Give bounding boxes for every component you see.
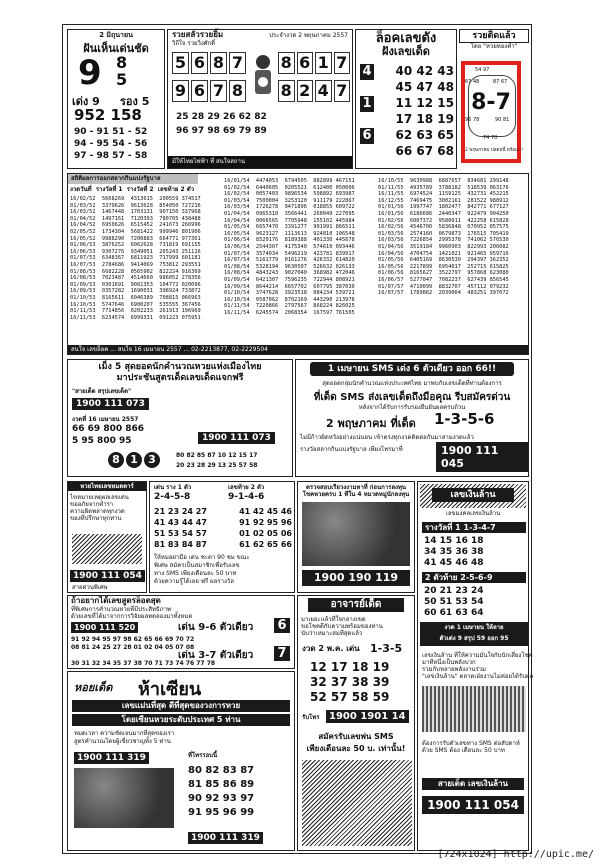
lock-pairs: 17 18 19 — [395, 112, 454, 126]
stats-row: 01/01/56 1997747 1802477 842771 677127 — [378, 204, 509, 211]
right-col-desc-line: "เลขเงินล้าน" ตลาดเอ๋ยงานไม่ค่อยได้รับผล — [422, 673, 534, 680]
sms-right-sub1: สุดยอดกลุ่มนักคำนวณแห่งประเทศไทย มาพบกับเลขเด็ดที่ท่านต้องการ — [322, 380, 502, 387]
stats-row: 16/09/53 0357282 1690031 398924 733872 — [70, 288, 201, 295]
stats-row: 01/03/52 3379626 9613628 854050 727216 — [70, 202, 201, 209]
stats-row: 16/07/57 1789062 2039004 483251 397072 — [378, 290, 509, 297]
mid-left-title: หวยไทยเลขหมดตาร์ — [68, 482, 146, 491]
ad-grid-row: 91 95 96 99 — [188, 807, 255, 818]
stats-row: 01/10/54 3747628 3923518 084234 539721 — [224, 290, 355, 297]
teacher-sms2: เพียงเดือนละ 50 บ. เท่านั้น! — [306, 744, 406, 753]
right-col-hit-nums: ตัวเด่ง 9 สรุป 59 ออก 95 — [439, 635, 509, 642]
formula-bottom-row: 30 31 32 34 35 37 38 70 71 73 74 76 77 78 — [71, 660, 216, 667]
grid-cell: 91 92 95 96 — [239, 518, 292, 527]
stats-row: 16/10/54 0587062 8702169 443290 213978 — [224, 296, 355, 303]
stats-row: 16/05/52 9988290 7200883 664771 977361 — [70, 235, 201, 242]
mid-center-grid-row — [154, 517, 292, 528]
stats-row: 01/06/54 8520176 8189388 401330 445678 — [224, 237, 355, 244]
right-col-draw2: 2 ตัวท้าย 2-5-6-9 — [422, 572, 526, 583]
ring-number: 96 78 — [465, 117, 480, 123]
grid-cell: 7 — [210, 80, 227, 102]
sms-right-note: ไม่มีก้าวผิดหวังอย่างแน่นอน เข้าตรงทุกงวดติดต่อกันมาสามงวดแล้ว — [300, 434, 474, 441]
stats-row: 01/03/56 2574160 0679873 176515 705419 — [378, 230, 509, 237]
stats-row: 16/10/53 5747646 6900207 535555 367456 — [70, 301, 201, 308]
lock-row — [360, 144, 454, 160]
stats-rows-mid — [224, 178, 374, 316]
dream-big-pair: 952 158 — [74, 106, 142, 124]
ad-brand: หอยเด็ด — [74, 681, 113, 694]
mid-center-grid-row — [154, 528, 292, 539]
teacher-panel — [297, 595, 415, 851]
teacher-grid-row: 52 57 58 59 — [310, 690, 390, 704]
stats-table — [67, 173, 529, 355]
sms-left-nums2: 5 95 800 95 — [72, 436, 132, 446]
ad-sub2: โดยเซียนหวยระดับประเทศ 5 ท่าน — [72, 714, 290, 726]
ring-number: 74 70 — [483, 135, 498, 141]
rich-grid-date: ประจำงวด 2 พฤษภาคม 2557 — [269, 32, 348, 39]
stats-row: 01/04/52 1497161 7120393 780705 438488 — [70, 215, 201, 222]
mid-center-panel — [149, 481, 295, 593]
ring-number: 67 48 — [465, 79, 480, 85]
mid-left-phone[interactable]: 1900 111 054 — [70, 570, 145, 582]
right-col-hit-box — [420, 622, 528, 646]
stats-row: 01/06/56 8165627 3522797 957868 623080 — [378, 270, 509, 277]
mid-center-grid — [154, 506, 292, 550]
ad-headline: ห้าเซียน — [138, 679, 202, 700]
sms-left-bubbles — [108, 452, 160, 468]
rich-grid-caption-bar — [168, 156, 352, 168]
sms-right-panel — [295, 359, 529, 477]
right-col-footer: สายเด็ด เลขเงินล้าน — [422, 778, 524, 790]
mid-center-promo: ทาง SMS เพียงเดือนละ 50 บาท — [154, 570, 237, 577]
stats-row: 16/04/52 6950626 6515452 241673 266996 — [70, 222, 201, 229]
stats-row: 01/07/53 6348367 6811923 717999 601181 — [70, 255, 201, 262]
rich-grid-row: 25 28 29 26 62 82 — [176, 112, 267, 122]
right-col-rows2 — [424, 586, 484, 619]
red-box-title: รวยติดแล้ว — [459, 29, 529, 43]
stats-row: 16/11/54 6245574 2068354 167597 761505 — [224, 309, 355, 316]
dream-pair-row: 94 - 95 54 - 56 — [74, 139, 148, 149]
ad-sub1: เลขแม่นที่สุด ดีที่สุดของวงการหวย — [72, 700, 290, 712]
stats-row: 01/07/57 4710099 8832707 457112 079232 — [378, 283, 509, 290]
sms-left-panel — [67, 359, 293, 477]
grid-cell: 41 43 44 47 — [154, 518, 207, 527]
rich-grid-row: 96 97 98 69 79 89 — [176, 126, 267, 136]
teacher-grid — [310, 660, 389, 705]
dream-top-digit: 8 — [116, 53, 128, 72]
stats-row: 16/08/54 4843243 9027040 368982 472046 — [224, 270, 355, 277]
ad-phone-2[interactable]: 1900 111 319 — [188, 832, 263, 844]
lock-pairs: 11 12 15 — [395, 96, 454, 110]
grid-cell: 81 83 84 87 — [154, 540, 207, 549]
sms-left-nums: 66 69 800 866 — [72, 424, 145, 434]
stats-row: 16/03/54 1726278 9471896 018855 609722 — [224, 204, 355, 211]
stats-row: 01/08/53 6682228 0565902 822224 916369 — [70, 268, 201, 275]
right-col-desc-line: รวมกับหลายพลังงานร่วม — [422, 666, 487, 673]
stats-row: 16/06/57 5277047 7082237 627439 856545 — [378, 276, 509, 283]
phone-promo-panel — [297, 481, 415, 593]
teacher-grid-row: 12 17 18 19 — [310, 660, 390, 674]
right-col-sub: เลขมงคลเลขเงินล้าน — [445, 510, 501, 517]
stats-row: 01/07/54 3574034 5496219 423781 839917 — [224, 250, 355, 257]
ad-phone[interactable]: 1900 111 319 — [74, 752, 149, 764]
formula-highlight-num: 7 — [274, 646, 290, 661]
right-column-panel — [417, 481, 534, 851]
mid-center-head2-num: 9-1-4-6 — [228, 492, 265, 502]
stats-row: 16/03/56 7226854 2995378 741062 576530 — [378, 237, 509, 244]
grid-cell: 7 — [334, 52, 351, 74]
grid-cell: 6 — [191, 52, 208, 74]
mid-center-grid-row — [154, 506, 292, 517]
teacher-grid-row: 32 37 38 39 — [310, 675, 390, 689]
stats-row: 01/04/56 3519184 9960903 822993 206082 — [378, 243, 509, 250]
lock-numbers-panel — [355, 29, 457, 169]
stats-row: 16/01/54 4474053 6794505 882899 467151 — [224, 178, 355, 184]
bubble-digit: 1 — [126, 452, 142, 468]
stats-header-cell: รางวัลที่ 1 — [95, 186, 123, 193]
stats-row: 01/08/54 5328194 9630507 526632 026133 — [224, 263, 355, 270]
stats-row: 16/06/54 2544307 4175340 574610 093446 — [224, 243, 355, 250]
teacher-lines — [301, 616, 413, 637]
stats-row: 02/05/52 1734304 5681422 999946 801906 — [70, 228, 201, 235]
grid-cell: 5 — [172, 52, 189, 74]
mid-left-tag: สายด่วนพิเศษ — [72, 584, 108, 591]
stats-row: 16/06/53 9307276 9349051 265243 251116 — [70, 248, 201, 255]
stats-header-cell: เลขท้าย 2 ตัว — [157, 186, 195, 193]
teacher-draw: งวด 2 พ.ค. เด่น — [302, 644, 360, 653]
sms-left-phone[interactable]: 1900 111 073 — [72, 398, 149, 410]
stats-row: 01/09/53 0301691 9081353 104772 020096 — [70, 281, 201, 288]
lock-row — [360, 112, 454, 128]
stats-row: 16/04/56 4704754 1421021 921465 959716 — [378, 250, 509, 257]
grid-cell: 1 — [315, 52, 332, 74]
lock-row — [360, 96, 454, 112]
lock-row — [360, 80, 454, 96]
grid-cell: 51 53 54 57 — [154, 529, 207, 538]
sms-left-grid-row: 20 23 28 29 13 25 57 58 — [176, 462, 258, 469]
teacher-phone[interactable]: 1900 1901 14 — [326, 710, 409, 723]
grid-cell: 8 — [278, 52, 295, 74]
stats-row: 16/02/52 5668269 4313615 200559 374517 — [70, 196, 201, 202]
dream-main-digit: เด่ง 9 — [72, 95, 100, 108]
mid-left-line: ขออภัยจากตำรา — [70, 501, 114, 508]
stats-row: 16/12/55 7469475 3002161 281522 988912 — [378, 197, 509, 204]
sms-right-sub2: ที่เด็ด SMS ส่งเลขเด็ดถึงมือคุณ รีบสมัครด่วน — [313, 392, 511, 403]
lock-lead-digit: 4 — [360, 64, 374, 80]
lock-pairs: 66 67 68 — [395, 144, 454, 158]
sms-right-date: 2 พฤษภาคม ที่เด็ด — [326, 417, 416, 430]
right-col-row: 41 45 46 48 — [424, 558, 484, 568]
teacher-illustration — [302, 760, 412, 846]
promo-photo — [302, 502, 410, 566]
right-col-illustration — [422, 686, 526, 732]
stats-row: 16/04/54 0066565 7705948 155102 445984 — [224, 217, 355, 224]
formula-panel — [67, 595, 295, 669]
stats-title: สถิติผลการออกสลากกินแบ่งรัฐบาล — [68, 174, 198, 184]
right-col-hit: งวด 1 เมษายน ให้ลาย — [444, 624, 504, 631]
stats-footer-bar: สนใจ เลขล็อค ... สนใจ 16 เมษายน 2557 ... 02-2213877, 02-2229504 — [68, 345, 528, 354]
mid-center-head1: เด่น ราง 1 ตัว — [154, 484, 192, 491]
teacher-phone-label: รับโทร — [302, 714, 320, 721]
dream-bottom-digit: 5 — [116, 70, 128, 89]
grid-cell: 61 62 65 66 — [239, 540, 292, 549]
sms-left-title: เม็ง 5 สุดยอดนักคำนวณหวยแห่งเมืองไทย — [98, 362, 262, 372]
teacher-sms: สมัครรับเลขพ่น SMS — [318, 732, 394, 741]
right-col-rows1 — [424, 536, 484, 569]
ad-line: หมดเวลา ความชัดเจนมากที่สุดของเรา — [74, 730, 175, 737]
mid-center-head1-num: 2-4-5-8 — [154, 492, 191, 502]
five-experts-ad — [67, 671, 295, 851]
grid-cell: 8 — [278, 80, 295, 102]
sms-right-phone[interactable]: 1900 111 045 — [436, 442, 528, 472]
grid-cell: 01 02 05 06 — [239, 529, 292, 538]
lock-pairs: 45 47 48 — [395, 80, 454, 94]
sms-left-title2: มาประชันสูตรเด็ดเลขเด็ดแจกฟรี — [116, 373, 244, 383]
teacher-line: ขอโชคดีกับความพร้อมของท่าน — [301, 623, 383, 630]
teacher-title: อาจารย์เด็ด — [308, 598, 404, 612]
mid-center-grid-row — [154, 539, 292, 550]
lucky-figure-icon — [250, 52, 276, 102]
stats-row: 16/05/56 2217899 6954017 252715 615825 — [378, 263, 509, 270]
right-col-desc-line: เลขเงินล้าน ที่ให้ความมั่นใจกับนักเสี่ยงโชค — [422, 652, 533, 659]
grid-cell: 8 — [210, 52, 227, 74]
stats-row: 01/05/56 6405169 8630530 294397 362352 — [378, 257, 509, 264]
grid-cell: 6 — [297, 52, 314, 74]
mid-left-illustration — [72, 534, 142, 564]
grid-cell: 21 23 24 27 — [154, 507, 207, 516]
stats-row: 16/07/53 2784686 9414069 753812 293551 — [70, 261, 201, 268]
stats-row: 16/01/56 6186686 2440347 922479 904250 — [378, 210, 509, 217]
grid-cell: 7 — [229, 52, 246, 74]
stats-rows-right — [378, 178, 528, 297]
bubble-digit: 3 — [144, 452, 160, 468]
stats-row: 01/05/54 6657470 3391277 901991 866511 — [224, 224, 355, 231]
mid-center-promo: ด้วยความรู้ได้เลย ฟรี ผลรางวัล — [154, 578, 234, 585]
stats-row: 01/04/54 0965310 3566441 260049 227095 — [224, 210, 355, 217]
phone-promo-title: ตรวจสอบเรียวงงามหาที่ ก่อนการลงทุน — [305, 484, 406, 491]
rich-grid-panel — [167, 29, 353, 169]
stats-row: 16/02/56 4546700 5836848 070952 057575 — [378, 224, 509, 231]
grid-right-top — [278, 52, 350, 74]
mid-left-line: ไขหมายเหตุผลเลขเด่น — [70, 494, 129, 501]
stats-row: 01/11/55 4935789 3788182 518539 063176 — [378, 184, 509, 191]
lock-lead-digit: 1 — [360, 96, 374, 112]
stats-row: 01/02/56 6007372 9588911 422258 615828 — [378, 217, 509, 224]
red-box-headline: 8-7 — [471, 90, 511, 115]
teacher-line: มาเยอะแล้วที่ใจกลางเขต — [301, 616, 366, 623]
formula-highlight: เด่น 9-6 ตัวเดียว — [178, 622, 254, 633]
sms-right-banner: 1 เมษายน SMS เด่ง 6 ตัวเดียว ออก 66!! — [310, 362, 514, 376]
mid-left-line: ความผิดพลาดทุกงวด — [70, 508, 125, 515]
stats-row: 16/02/54 0057403 9896534 598892 693987 — [224, 191, 355, 198]
lock-lead-digit: 6 — [360, 128, 374, 144]
lock-number-list — [360, 64, 454, 160]
ad-grid-row: 81 85 86 89 — [188, 779, 255, 790]
formula-row: 91 92 94 95 97 98 62 65 66 69 70 72 — [71, 636, 195, 643]
dream-pair-row: 97 - 98 57 - 58 — [74, 151, 148, 161]
lock-title: ล็อคเลขดัง — [375, 31, 437, 46]
right-col-desc — [422, 652, 534, 680]
dream-numbers-panel — [67, 29, 165, 169]
right-col-row: 34 35 36 38 — [424, 547, 484, 557]
mid-center-promo: พิเศษ สมัครเป็นสมาชิกเพื่อรับเลข — [154, 562, 240, 569]
formula-line: ด้วยเลขที่ได้มาจากการวิจัยผลทดลองมาทั้งหมด — [71, 613, 193, 620]
stats-row: 01/02/54 6440605 0205521 612400 050006 — [224, 184, 355, 191]
right-col-draw1: รางวัลที่ 1 1-3-4-7 — [422, 522, 526, 533]
dream-date: 2 มิถุนายน — [99, 31, 133, 39]
right-col-phone[interactable]: 1900 111 054 — [422, 796, 524, 814]
dream-title: ฝันเห็นเด่นชัด — [83, 42, 149, 55]
stats-row: 01/11/54 7220866 2797567 868224 826025 — [224, 303, 355, 310]
right-col-row: 14 15 16 18 — [424, 536, 484, 546]
dream-big-digit: 9 — [78, 53, 102, 93]
right-col-row: 20 21 23 24 — [424, 586, 484, 596]
stats-row: 16/10/55 9630988 6887657 834681 299148 — [378, 178, 509, 184]
grid-right-bottom — [278, 80, 350, 102]
stats-row: 01/09/54 6421307 7596235 722944 808921 — [224, 276, 355, 283]
grid-left-bottom — [172, 80, 246, 102]
ad-tag: ที่โทรรอบนี้ — [188, 752, 218, 759]
rich-grid-subtitle: วิถีใจ รวยวิ่งศักดิ์ — [172, 40, 216, 47]
ring-number: 87 67 — [493, 79, 508, 85]
sms-right-sub3: หลังจากได้รับการรับรองยืนยันผลครบถ้วน — [358, 404, 466, 411]
dream-pair-row: 90 - 91 51 - 52 — [74, 127, 148, 137]
ad-photo — [74, 768, 174, 828]
right-col-title: เลขเงินล้าน — [432, 488, 514, 502]
lock-subtitle: ฝังเลขเด็ด — [382, 45, 430, 58]
grid-cell: 6 — [191, 80, 208, 102]
stats-row: 16/05/54 9623127 1113613 924810 106548 — [224, 230, 355, 237]
red-box-footer: 2 พฤษภาคม ปลดหนี้ พร้อม!!! — [465, 148, 524, 153]
bubble-digit: 8 — [108, 452, 124, 468]
sms-left-draw: งวดที่ 16 เมษายน 2557 — [72, 416, 139, 423]
phone-promo-title2: โชคหวยครบ 1 ทีใน 4 หมวดหมู่นักลงทุน — [302, 491, 410, 498]
stats-header-cell: งวดวันที่ — [70, 186, 92, 193]
lock-row — [360, 128, 454, 144]
mid-left-panel — [67, 481, 147, 593]
ad-grid-row: 80 82 83 87 — [188, 765, 255, 776]
dream-pairs — [74, 126, 147, 162]
sms-right-note2: รางวัลสลากกินแบ่งรัฐบาล เพียงโทรมาที่ — [300, 446, 403, 453]
formula-phone[interactable]: 1900 111 520 — [71, 622, 138, 633]
phone-promo-number[interactable]: 1900 190 119 — [302, 570, 410, 586]
grid-left-top — [172, 52, 246, 74]
red-box-sub: โดย "หวยทองคำ" — [470, 43, 518, 50]
stats-row: 16/07/54 5161779 0161276 426332 614820 — [224, 257, 355, 264]
grid-cell: 9 — [172, 80, 189, 102]
grid-cell: 2 — [297, 80, 314, 102]
mid-center-head2: เลขท้าย 2 ตัว — [228, 484, 265, 491]
right-col-desc-line: มาทีหนึ่งเป็นพลังบวก — [422, 659, 476, 666]
stats-header — [70, 186, 210, 193]
ad-grid — [188, 764, 254, 820]
dream-second-digit: รอง 5 — [120, 95, 150, 108]
formula-highlight: เด่น 3-7 ตัวเดียว — [178, 650, 254, 661]
formula-line: ที่พิเศษการคำนวณหวยที่มีประสิทธิภาพ — [71, 606, 171, 613]
right-col-row: 60 61 63 64 — [424, 608, 484, 618]
right-col-price: ต้องการรับตัวเลขทาง SMS ต่อสัปดาห์ด้วย SMS ต้อง เดือนละ 50 บาท — [422, 740, 520, 754]
grid-cell: 4 — [315, 80, 332, 102]
lock-pairs: 62 63 65 — [395, 128, 454, 142]
sms-left-grid-row: 80 82 85 87 10 12 15 17 — [176, 452, 258, 459]
ring-number: 54 97 — [475, 67, 490, 73]
stats-row: 16/11/55 6974524 1159125 432731 452215 — [378, 191, 509, 198]
teacher-draw-num: 1-3-5 — [370, 642, 403, 655]
formula-title: ถ้าอยากได้เลขสูตรล็อตสุด — [71, 596, 161, 605]
stats-rows-left — [70, 196, 220, 321]
sms-left-phone-2[interactable]: 1900 111 073 — [198, 432, 275, 444]
rich-grid-title: รวยสลัวรวยยิ้ม — [172, 30, 224, 39]
stats-row: 16/08/53 7023487 4514660 986052 278356 — [70, 275, 201, 282]
red-box-header — [459, 29, 529, 55]
mid-center-promo: ให้หมอผ่ามือ เด่น ชะตา 90 ชม ขณะ — [154, 554, 250, 561]
teacher-line: นับว่าเหมาะสมที่สุดแล้ว — [301, 630, 363, 637]
rich-grid-caption: มีให้ไทยไฟฟ้า ที่ สนใจสถาน — [172, 158, 245, 165]
grid-cell: 7 — [334, 80, 351, 102]
stats-header-cell: รางวัลที่ 2 — [126, 186, 154, 193]
red-highlight-box — [461, 61, 524, 163]
stats-row: 01/11/53 7714856 0202233 261913 196969 — [70, 308, 201, 315]
stats-row: 16/11/53 6234574 6999331 091223 075951 — [70, 314, 201, 321]
lock-row — [360, 64, 454, 80]
stats-row: 01/06/53 3876252 6062628 731819 691155 — [70, 242, 201, 249]
newspaper-page — [62, 24, 532, 854]
grid-cell: 8 — [229, 80, 246, 102]
right-col-row: 50 51 53 54 — [424, 597, 484, 607]
grid-cell: 41 42 45 46 — [239, 507, 292, 516]
image-credit: [724x1024] http://upic.me/ — [437, 849, 594, 860]
ad-grid-row: 90 92 93 97 — [188, 793, 255, 804]
ad-line: สูตรคำนวณโดยผู้เชี่ยวชาญทั้ง 5 ท่าน — [74, 738, 171, 745]
stats-row: 01/03/54 7500004 3253120 911179 222867 — [224, 197, 355, 204]
sms-left-lead: "สายเด็ด สรุปเลขเด็ด" — [72, 388, 132, 395]
stats-row: 01/10/53 8165611 6046389 708815 066963 — [70, 294, 201, 301]
mid-left-line: ของที่ปรึกษาทุกท่าน — [70, 515, 122, 522]
formula-row: 08 81 24 25 27 28 01 02 04 05 07 08 — [71, 644, 195, 651]
sms-right-date-nums: 1-3-5-6 — [434, 410, 495, 428]
stats-row: 16/09/54 8644214 6657702 607795 387030 — [224, 283, 355, 290]
lock-pairs: 40 42 43 — [395, 64, 454, 78]
stats-row: 16/03/52 1467448 1703131 907150 337968 — [70, 209, 201, 216]
formula-highlight-num: 6 — [274, 618, 290, 633]
ring-number: 90 81 — [495, 117, 510, 123]
